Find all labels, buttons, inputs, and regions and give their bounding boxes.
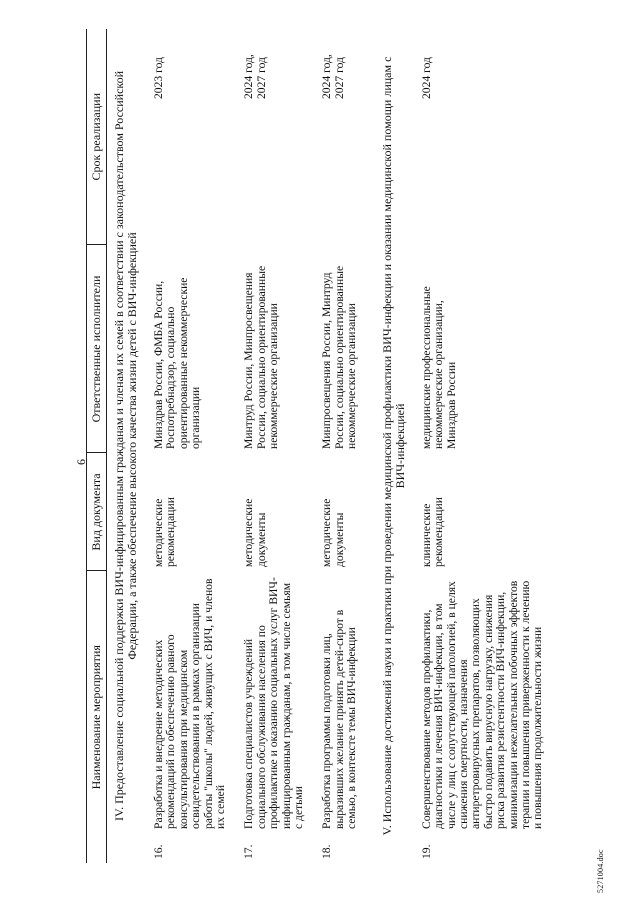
section-title: IV. Предоставление социальной поддержки ВИЧ-инфицированным гражданам и членам их семей в соответствии с законодательством Российской Федерации, а также обеспечение высокого качества жизни детей с ВИЧ-инфекцией (112, 70, 139, 822)
row-period: 2024 год (419, 57, 433, 99)
row-executors: Минтруд России, Минпросвещения России, социально ориентированные некоммерческие организации (242, 265, 281, 449)
row-period: 2023 год (152, 57, 165, 99)
row-period: 2024 год, 2027 год (242, 54, 268, 99)
row-number: 17. (242, 844, 256, 859)
table-row (153, 29, 243, 863)
row-name: Разработка и внедрение методических рекомендаций по обеспечению равного консультирования при медицинском освидетельствовании и в рамках организации работы "школы" людей, живущих с ВИЧ, и членов их семей (152, 578, 228, 829)
row-name: Совершенствование методов профилактики, диагностики и лечения ВИЧ-инфекции, в том числе у лиц с сопутствующей патологией, в целях снижения смертности, назначения антиретровирусных препаратов, позволяющих быстро подавить вирусную нагрузку, снижения риска развития резистентности ВИЧ-инфекции, минимизации нежелательных побочных эффектов терапии и повышения приверженности к лечению и повышения продолжительности жизни (419, 580, 545, 829)
row-executors: Минпросвещения России, Минтруд России, социально ориентированные некоммерческие организации (320, 265, 359, 449)
row-executors: Минздрав России, ФМБА России, Роспотребнадзор, социально ориентированные некоммерческие организации (152, 277, 203, 449)
row-doc-type: клинические рекомендации (419, 497, 446, 567)
row-doc-type: методические рекомендации (152, 497, 178, 567)
row-period: 2024 год, 2027 год (320, 54, 346, 99)
row-number: 19. (419, 844, 433, 859)
row-executors: медицинские профессиональные некоммерческие организации, Минздрав России (419, 286, 458, 449)
row-number: 16. (152, 844, 165, 859)
header-name: Наименование мероприятия (87, 571, 107, 863)
row-number: 18. (320, 844, 334, 859)
header-doc-type: Вид документа (87, 453, 107, 571)
row-name: Разработка программы подготовки лиц, выразивших желание принять детей-сирот в семью, в контексте темы ВИЧ-инфекции (320, 609, 359, 829)
row-doc-type: методические документы (320, 498, 346, 567)
table-row (321, 29, 374, 863)
row-name: Подготовка специалистов учреждений социального обслуживания населения по профилактике и оказанию социальных услуг ВИЧ-инфицированным гражданам, в том числе семьям с детьми (242, 577, 306, 829)
section-title: V. Использование достижений науки и практики при проведении медицинской профилактики ВИЧ-инфекции и оказании медицинской помощи лицам с ВИЧ-инфекцией (379, 56, 407, 836)
section-heading-v (375, 29, 421, 863)
section-heading-iv (107, 29, 154, 863)
header-executors: Ответственные исполнители (87, 245, 107, 453)
page-number: 6 (74, 459, 88, 465)
measures-table (86, 29, 561, 863)
table-row (243, 29, 321, 863)
table-row (421, 29, 561, 863)
header-period: Срок реализации (87, 29, 107, 245)
document-code: 5271004.doc (596, 849, 605, 893)
table-header-row (87, 29, 107, 863)
row-doc-type: методические документы (242, 498, 268, 567)
